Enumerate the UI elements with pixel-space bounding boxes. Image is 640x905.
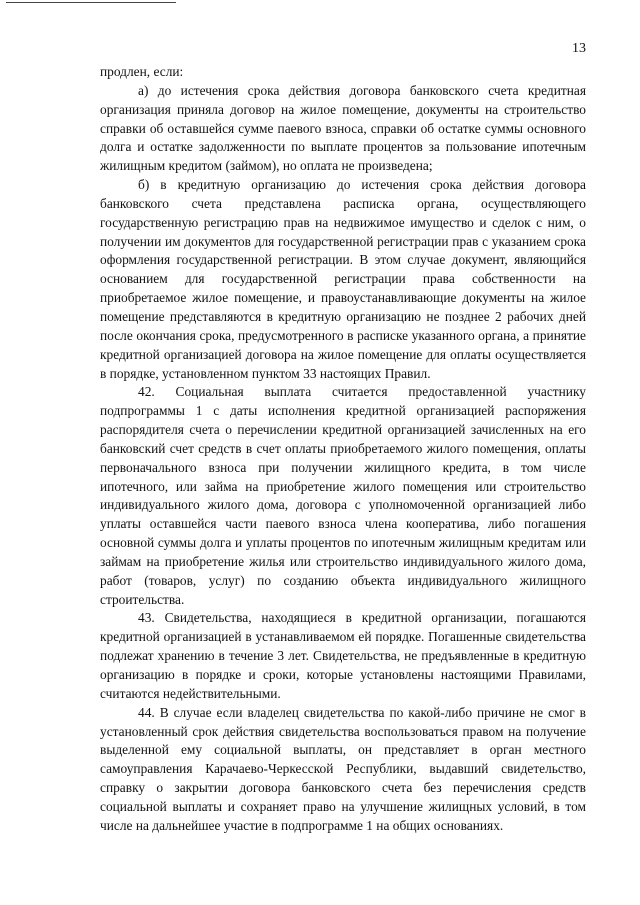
top-rule [6, 2, 176, 3]
document-body [100, 63, 586, 836]
paragraph-43: 43. Свидетельства, находящиеся в кредитной организации, погашаются кредитной организацией в устанавливаемом ей порядке. Погашенные свидетельства подлежат хранению в течение 3 лет. Свидетельства, не предъявленные в кредитную организацию в порядке и сроки, которые установлены настоящими Правилами, считаются недействительными. [100, 610, 586, 701]
page-number: 13 [572, 41, 586, 56]
paragraph-intro: продлен, если: [100, 64, 184, 79]
paragraph-item-b: б) в кредитную организацию до истечения срока действия договора банковского счета представлена расписка органа, осуществляющего государственную регистрацию прав на недвижимое имущество и сделок с ним, о получении им документов для государственной регистрации прав с указанием срока оформления государственной регистрации. В этом случае документ, являющийся основанием для государственной регистрации права собственности на приобретаемое жилое помещение, и правоустанавливающие документы на жилое помещение представляются в кредитную организацию не позднее 2 рабочих дней после окончания срока, предусмотренного в расписке указанного органа, а принятие кредитной организацией договора на жилое помещение для оплаты осуществляется в порядке, установленном пунктом 33 настоящих Правил. [100, 177, 586, 381]
paragraph-44: 44. В случае если владелец свидетельства по какой-либо причине не смог в установленный срок действия свидетельства воспользоваться правом на получение выделенной ему социальной выплаты, он представляет в орган местного самоуправления Карачаево-Черкесской Республики, выдавший свидетельство, справку о закрытии договора банковского счета без перечисления средств социальной выплаты и сохраняет право на улучшение жилищных условий, в том числе на дальнейшее участие в подпрограмме 1 на общих основаниях. [100, 704, 586, 833]
paragraph-item-a: а) до истечения срока действия договора банковского счета кредитная организация приняла договор на жилое помещение, документы на строительство справки об оставшейся сумме паевого взноса, справки об остатке суммы основного долга и остатке задолженности по выплате процентов за пользование ипотечным жилищным кредитом (займом), но оплата не произведена; [100, 82, 586, 174]
paragraph-42: 42. Социальная выплата считается предоставленной участнику подпрограммы 1 с даты исполнения кредитной организацией распоряжения распорядителя счета о перечислении кредитной организацией зачисленных на его банковский счет средств в счет оплаты приобретаемого жилого помещения, оплаты первоначального взноса при получении жилищного кредита, в том числе ипотечного, или займа на приобретение жилого помещения или строительство индивидуального жилого дома, договора с уполномоченной организацией либо уплаты оставшейся части паевого взноса члена кооператива, либо погашения основной суммы долга и уплаты процентов по ипотечным жилищным кредитам или займам на приобретение жилья или строительство индивидуального жилого дома, работ (товаров, услуг) по созданию объекта индивидуального жилищного строительства. [100, 384, 586, 607]
